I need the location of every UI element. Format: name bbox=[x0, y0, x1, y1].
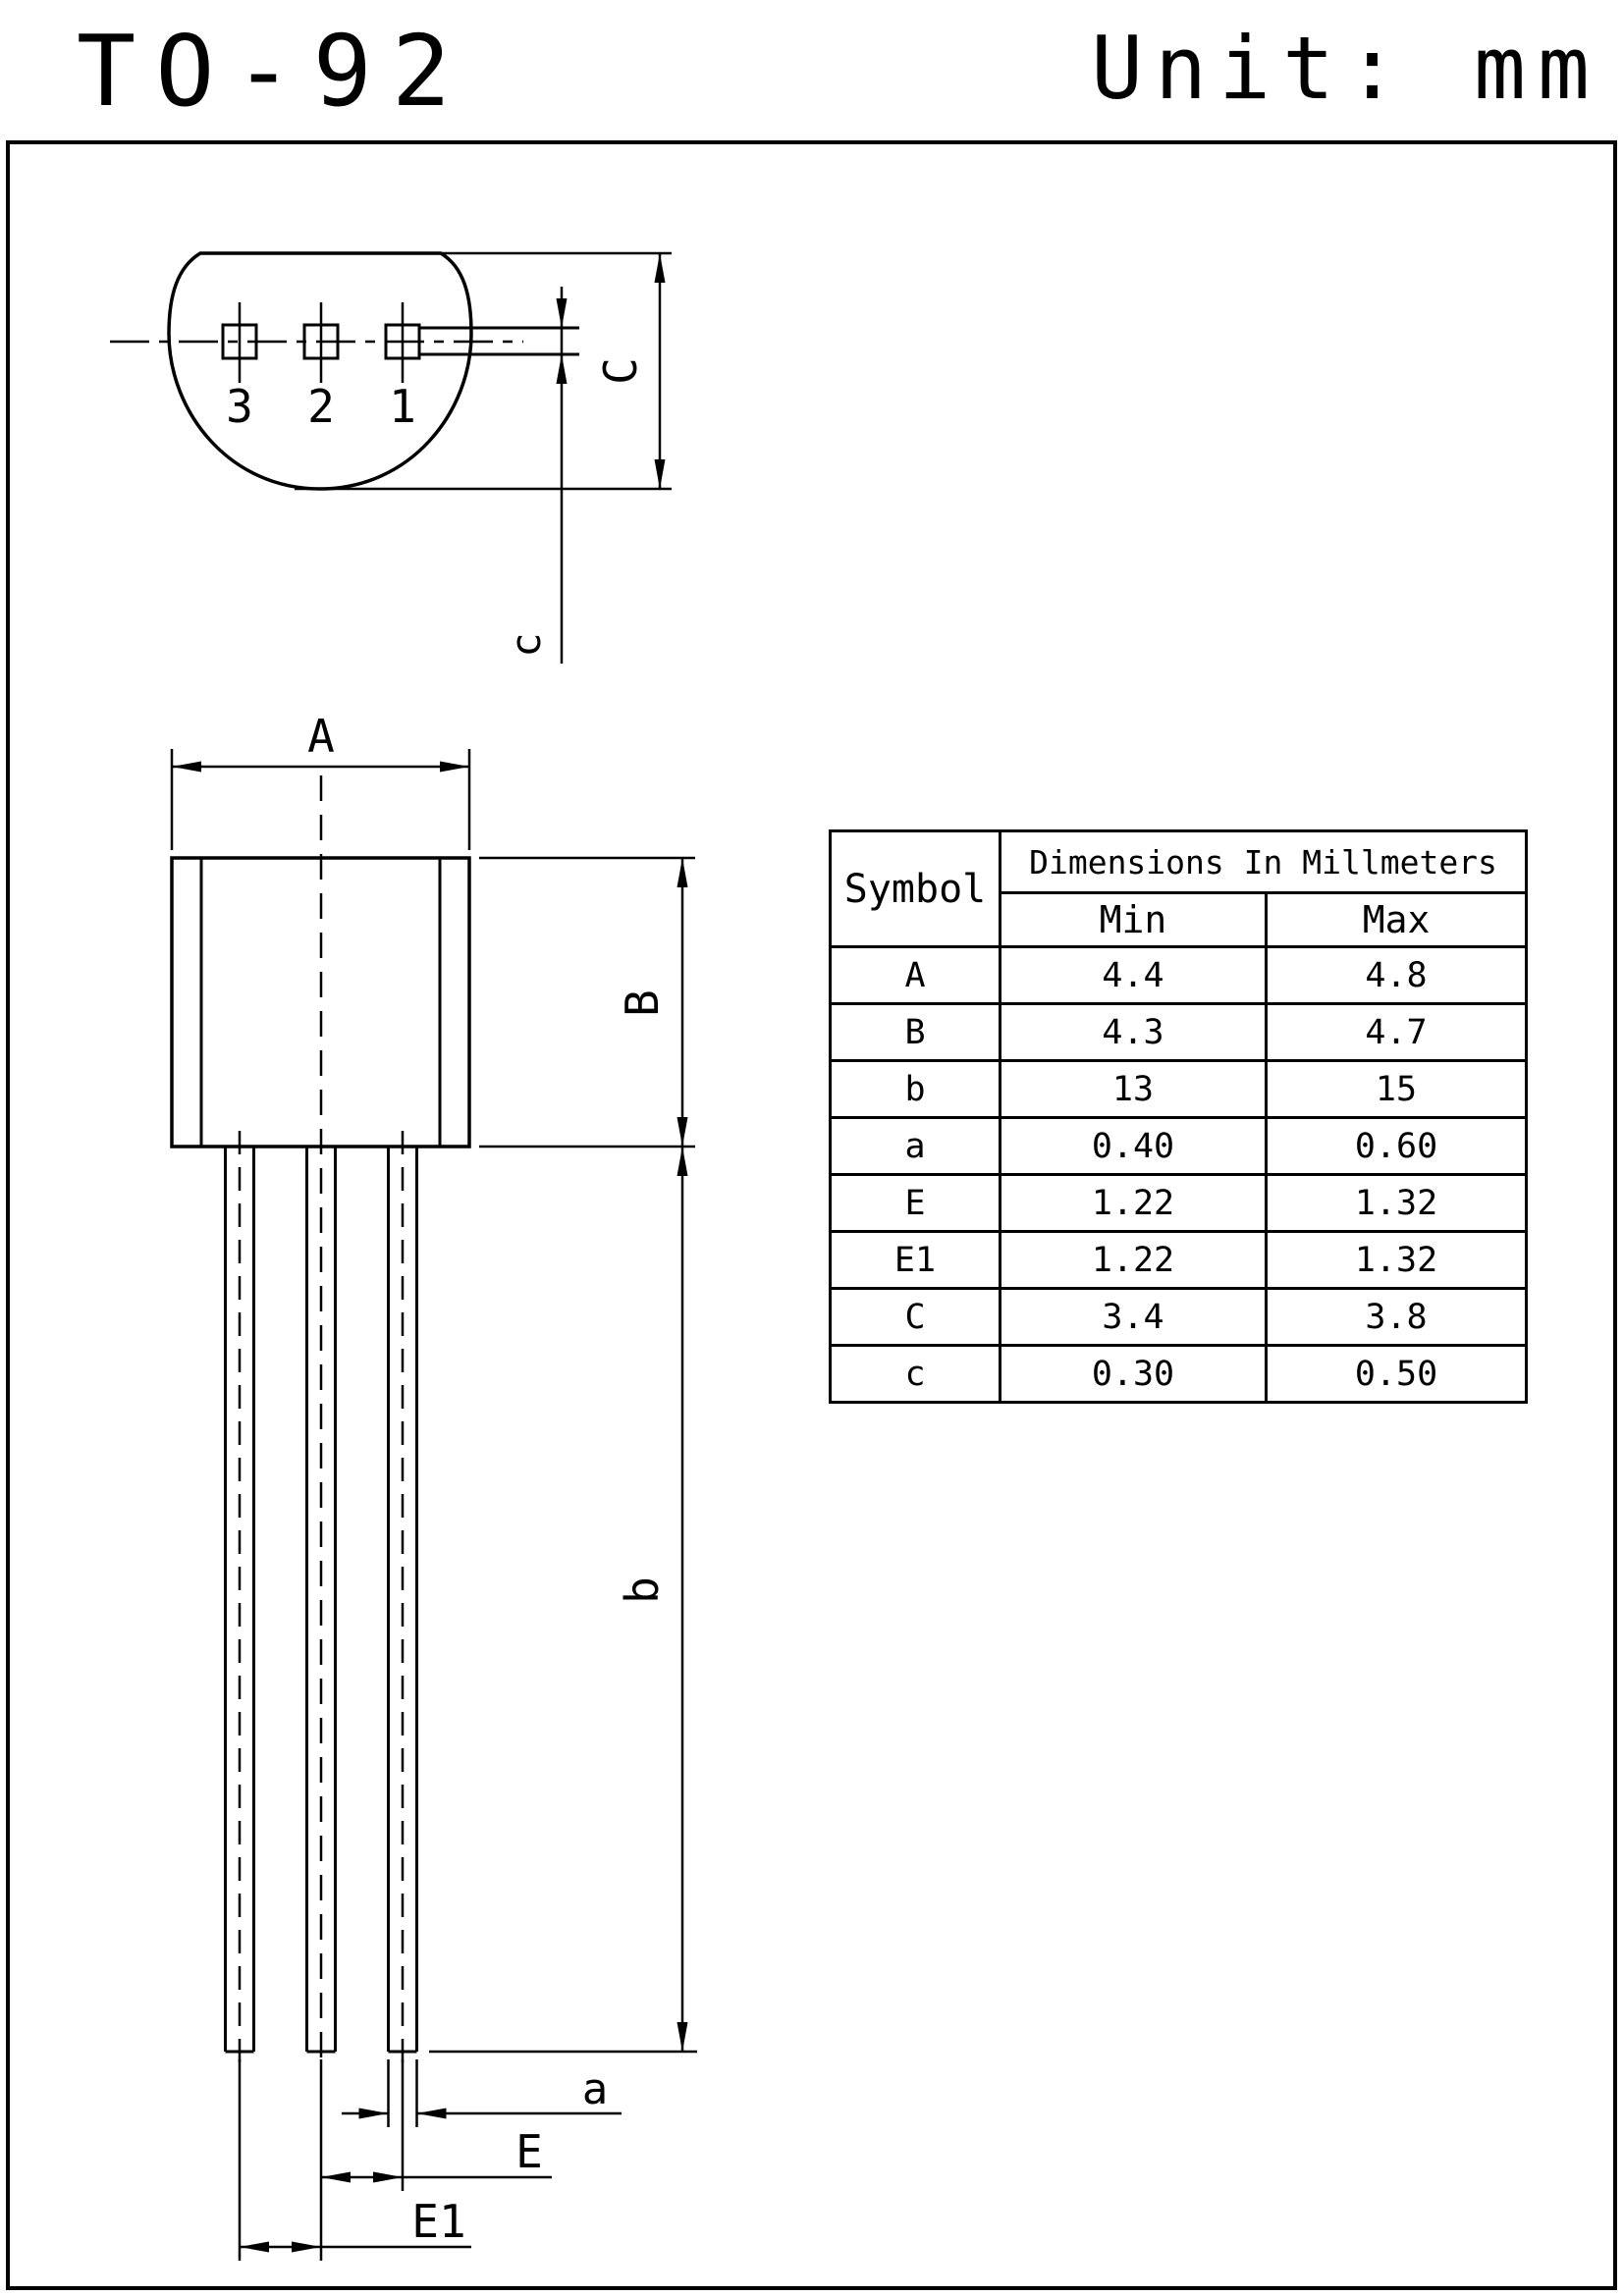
table-header-row-1 bbox=[831, 831, 1527, 893]
pin3-label: 3 bbox=[226, 380, 253, 433]
row-max: 4.7 bbox=[1267, 1004, 1527, 1061]
row-max: 0.60 bbox=[1267, 1118, 1527, 1175]
dim-A-arrow-right bbox=[440, 762, 469, 773]
front-view bbox=[172, 710, 697, 2261]
dim-E-arrow-left bbox=[321, 2172, 351, 2183]
header-max: Max bbox=[1267, 893, 1527, 947]
dim-C-arrow-top bbox=[655, 253, 666, 283]
row-max: 15 bbox=[1267, 1061, 1527, 1118]
dim-E-arrow-right bbox=[373, 2172, 403, 2183]
pin2-label: 2 bbox=[307, 380, 335, 433]
row-symbol: B bbox=[831, 1004, 1001, 1061]
row-max: 3.8 bbox=[1267, 1289, 1527, 1346]
table-row bbox=[831, 1346, 1527, 1403]
row-symbol: A bbox=[831, 947, 1001, 1004]
row-min: 0.30 bbox=[1001, 1346, 1267, 1403]
row-symbol: E bbox=[831, 1175, 1001, 1232]
dim-a-label: a bbox=[581, 2064, 609, 2114]
dim-a-arrow-left bbox=[417, 2109, 447, 2119]
table-row bbox=[831, 1061, 1527, 1118]
dim-A-arrow-left bbox=[172, 762, 201, 773]
dim-a-arrow-right bbox=[359, 2109, 389, 2119]
row-min: 1.22 bbox=[1001, 1175, 1267, 1232]
header-min: Min bbox=[1001, 893, 1267, 947]
package-title: TO-92 bbox=[77, 14, 471, 129]
table-row bbox=[831, 1289, 1527, 1346]
dim-C-arrow-bottom bbox=[655, 459, 666, 489]
row-max: 1.32 bbox=[1267, 1232, 1527, 1289]
dim-b-arrow-top bbox=[677, 1147, 688, 1176]
row-max: 1.32 bbox=[1267, 1175, 1527, 1232]
unit-label: Unit: mm bbox=[1091, 18, 1601, 119]
table-row bbox=[831, 1118, 1527, 1175]
dim-B-arrow-top bbox=[677, 858, 688, 887]
row-min: 3.4 bbox=[1001, 1289, 1267, 1346]
row-min: 13 bbox=[1001, 1061, 1267, 1118]
row-symbol: b bbox=[831, 1061, 1001, 1118]
dim-A-label: A bbox=[307, 710, 335, 763]
dim-E1-arrow-right bbox=[292, 2242, 321, 2253]
table-row bbox=[831, 947, 1527, 1004]
dim-B-label: B bbox=[616, 989, 669, 1017]
header-symbol: Symbol bbox=[831, 831, 1001, 947]
row-min: 4.3 bbox=[1001, 1004, 1267, 1061]
table-row bbox=[831, 1232, 1527, 1289]
row-symbol: a bbox=[831, 1118, 1001, 1175]
row-min: 0.40 bbox=[1001, 1118, 1267, 1175]
top-view bbox=[110, 253, 672, 664]
table-row bbox=[831, 1004, 1527, 1061]
dim-E1-label: E1 bbox=[411, 2195, 466, 2248]
dim-c-arrow-up bbox=[557, 354, 568, 384]
dim-b-arrow-bottom bbox=[677, 2022, 688, 2052]
table-row bbox=[831, 1175, 1527, 1232]
row-min: 1.22 bbox=[1001, 1232, 1267, 1289]
dim-B-arrow-bottom bbox=[677, 1117, 688, 1147]
dim-E-label: E bbox=[515, 2125, 543, 2178]
dim-c-arrow-down bbox=[557, 298, 568, 328]
row-max: 4.8 bbox=[1267, 947, 1527, 1004]
pin1-label: 1 bbox=[389, 380, 416, 433]
dim-C-label: C bbox=[594, 357, 647, 385]
row-symbol: C bbox=[831, 1289, 1001, 1346]
row-max: 0.50 bbox=[1267, 1346, 1527, 1403]
dim-E1-arrow-left bbox=[240, 2242, 269, 2253]
row-symbol: E1 bbox=[831, 1232, 1001, 1289]
row-min: 4.4 bbox=[1001, 947, 1267, 1004]
row-symbol: c bbox=[831, 1346, 1001, 1403]
dim-c-label: c bbox=[502, 632, 550, 658]
dim-b-label: b bbox=[616, 1576, 669, 1604]
dimensions-table bbox=[829, 829, 1528, 1404]
header-dimensions: Dimensions In Millmeters bbox=[1001, 831, 1527, 893]
